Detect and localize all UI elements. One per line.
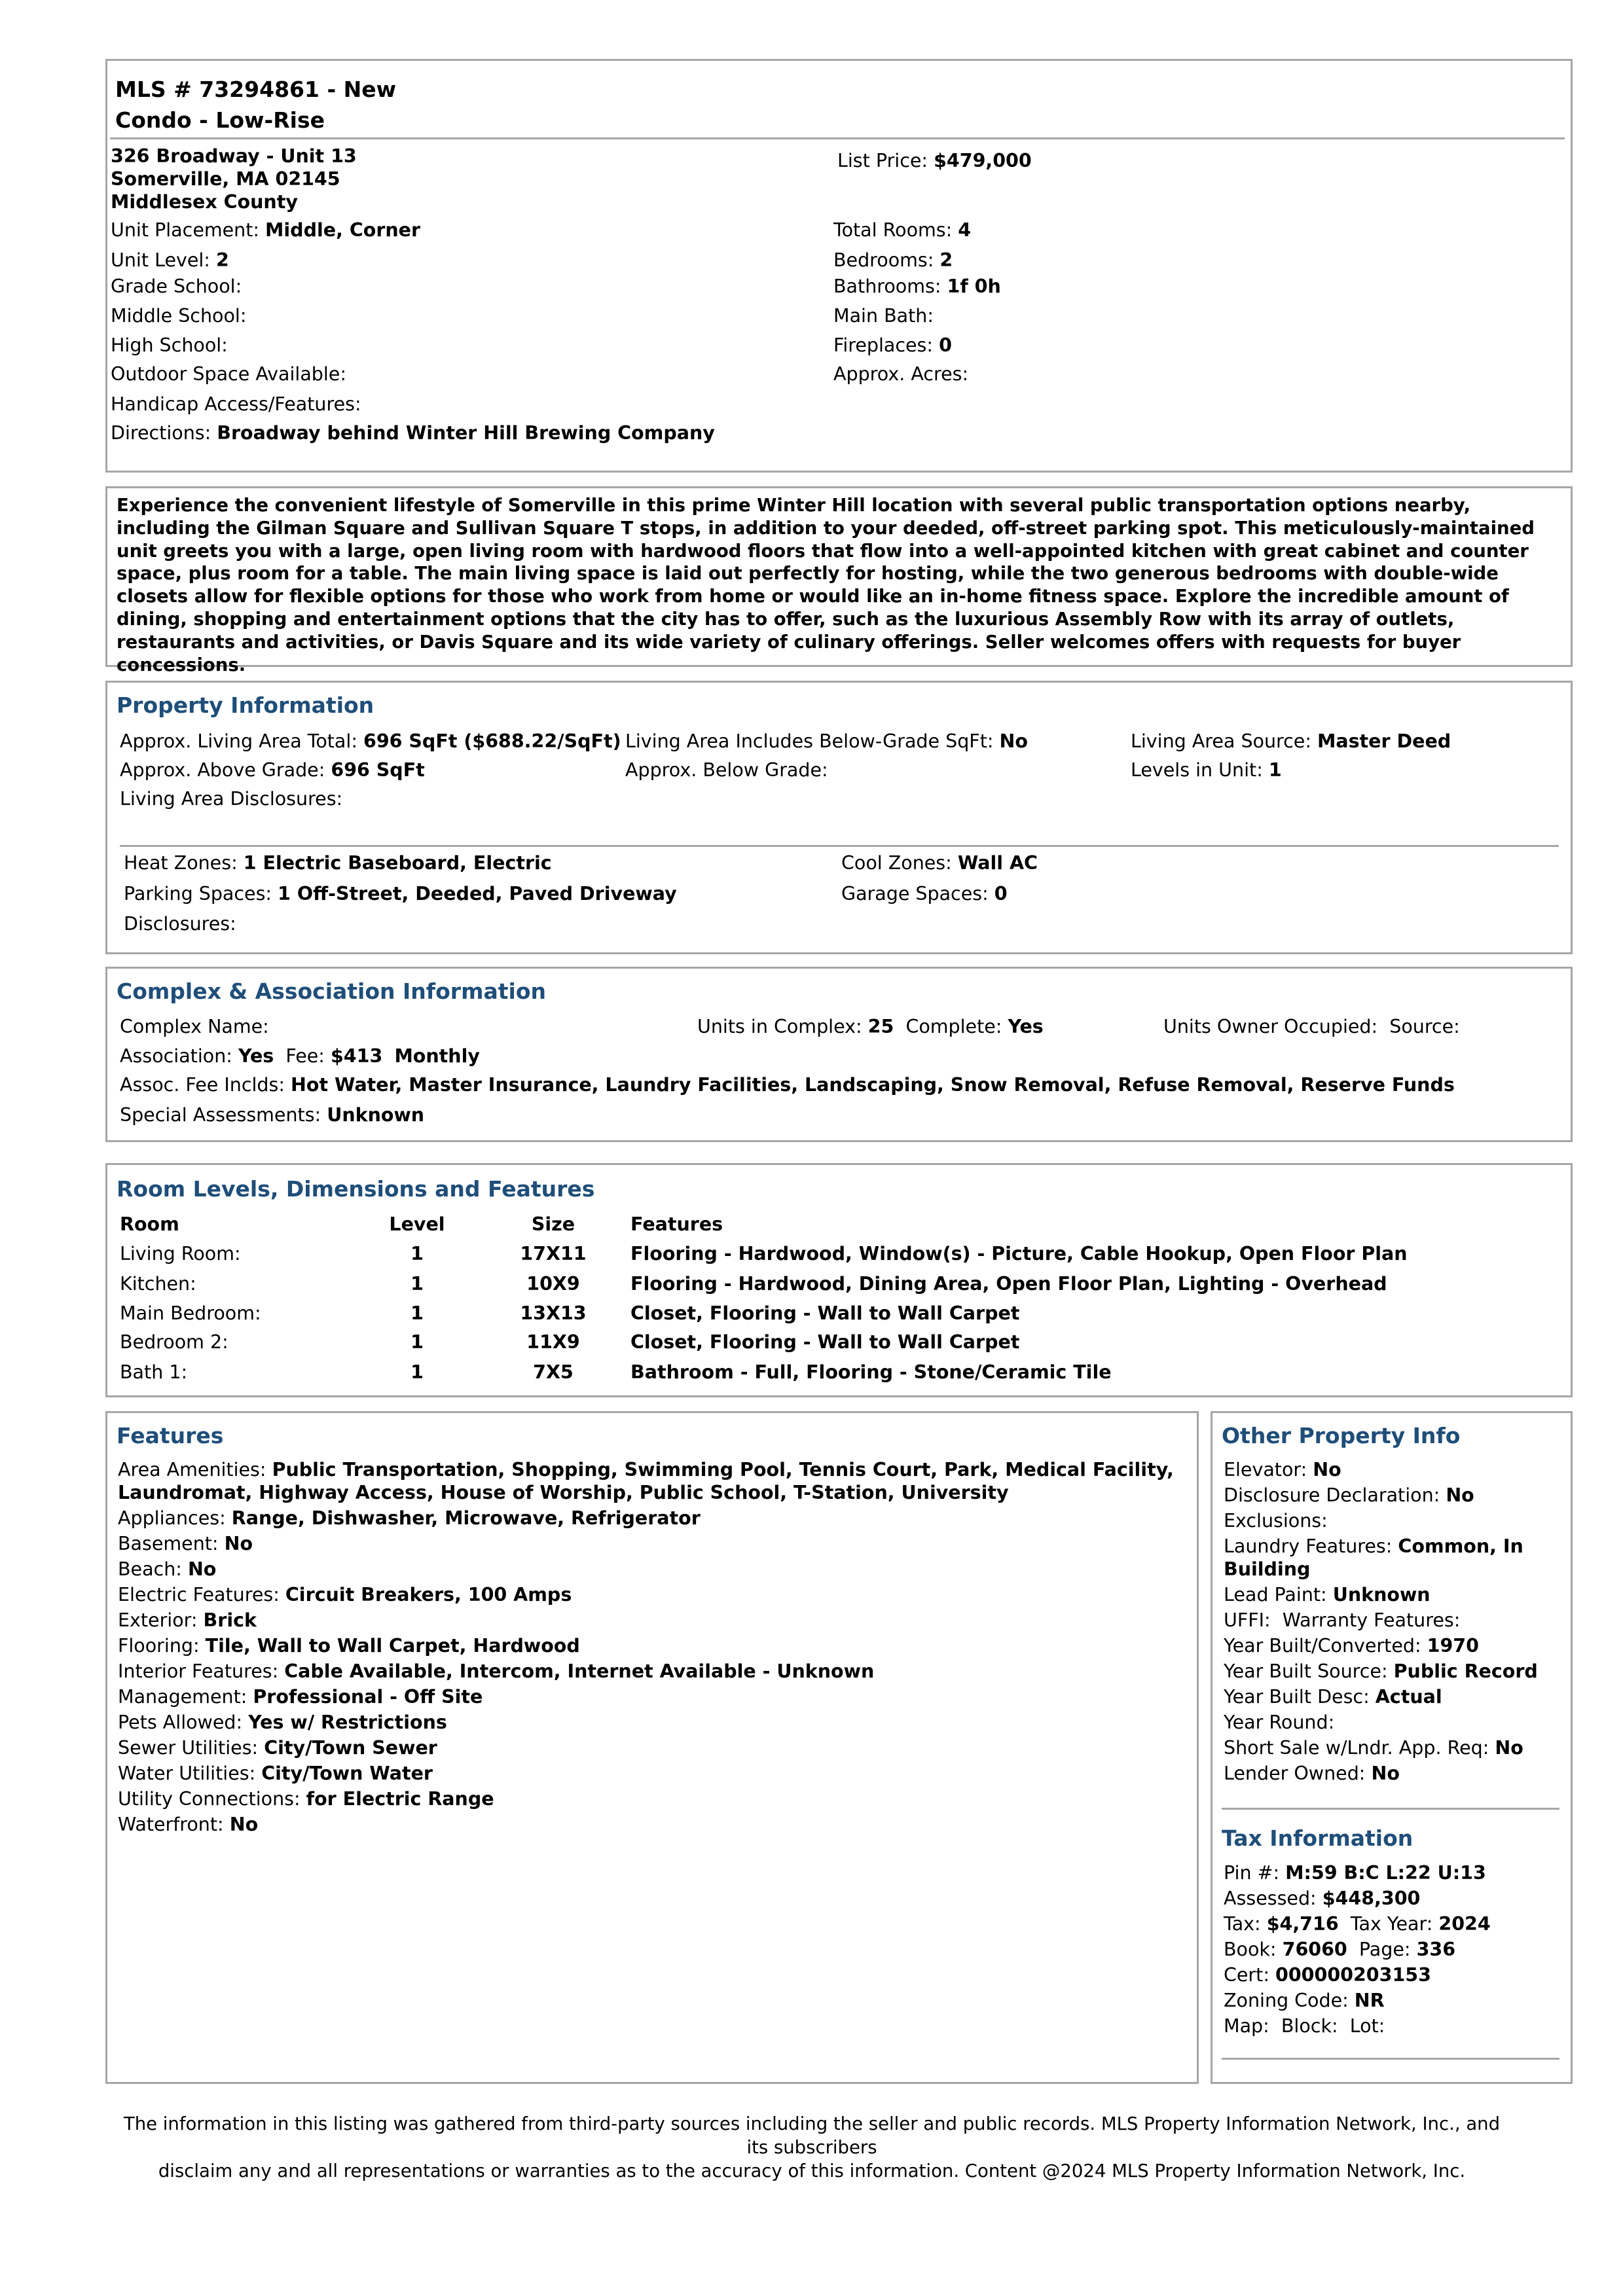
room-level: 1 (410, 1273, 424, 1295)
assoc-fee-includes: Assoc. Fee Inclds: Hot Water, Master Insurance, Laundry Facilities, Landscaping, Snow Removal, Refuse Removal, Reserve Funds (120, 1074, 1455, 1096)
list-price: List Price: $479,000 (837, 150, 1032, 171)
tax-info-divider (1222, 2058, 1559, 2060)
management: Management: Professional - Off Site (118, 1686, 483, 1708)
other-info-list (1224, 1457, 1538, 1786)
pin: Pin #: M:59 B:C L:22 U:13 (1224, 1862, 1486, 1884)
flooring: Flooring: Tile, Wall to Wall Carpet, Hardwood (118, 1635, 580, 1657)
appliances: Appliances: Range, Dishwasher, Microwave, Refrigerator (118, 1507, 701, 1529)
association-fee: Association: Yes Fee: $413 Monthly (120, 1045, 480, 1067)
room-name: Bath 1: (120, 1361, 188, 1383)
room-name: Main Bedroom: (120, 1302, 261, 1324)
address-line-1: 326 Broadway - Unit 13 (111, 145, 357, 167)
property-type: Condo - Low-Rise (115, 107, 325, 133)
living-area-total: Approx. Living Area Total: 696 SqFt ($688.22/SqFt) (120, 730, 621, 752)
room-features: Bathroom - Full, Flooring - Stone/Ceramic Tile (630, 1361, 1112, 1383)
complex-title: Complex & Association Information (117, 978, 546, 1004)
garage-spaces: Garage Spaces: 0 (841, 883, 1008, 905)
tax-info-title: Tax Information (1222, 1825, 1413, 1851)
left-details (111, 217, 715, 446)
area-amenities-cont: Laundromat, Highway Access, House of Worship, Public School, T-Station, University (118, 1482, 1009, 1503)
total-rooms: Total Rooms: 4 (833, 219, 972, 241)
handicap-access: Handicap Access/Features: (111, 393, 361, 415)
pets-allowed: Pets Allowed: Yes w/ Restrictions (118, 1712, 447, 1733)
lead-paint: Lead Paint: Unknown (1224, 1584, 1431, 1605)
rooms-header-room: Room (120, 1213, 179, 1235)
beach: Beach: No (118, 1558, 217, 1580)
address-line-2: Somerville, MA 02145 (111, 168, 340, 190)
parking-spaces: Parking Spaces: 1 Off-Street, Deeded, Paved Driveway (124, 883, 677, 905)
main-bath: Main Bath: (833, 305, 934, 327)
year-built-desc: Year Built Desc: Actual (1224, 1686, 1442, 1708)
rooms-header-features: Features (630, 1213, 723, 1235)
water-utilities: Water Utilities: City/Town Water (118, 1763, 433, 1784)
room-features: Flooring - Hardwood, Dining Area, Open Floor Plan, Lighting - Overhead (630, 1273, 1387, 1295)
middle-school: Middle School: (111, 305, 247, 327)
room-size: 7X5 (533, 1361, 574, 1383)
disclaimer (111, 2112, 1512, 2183)
mls-number: MLS # 73294861 - New (115, 77, 397, 102)
rooms-header-size: Size (531, 1213, 575, 1235)
rooms-title: Room Levels, Dimensions and Features (117, 1176, 595, 1202)
disclosure-declaration: Disclosure Declaration: No (1224, 1484, 1474, 1506)
room-name: Kitchen: (120, 1273, 196, 1295)
units-owner-occupied: Units Owner Occupied: Source: (1163, 1016, 1460, 1037)
heat-zones: Heat Zones: 1 Electric Baseboard, Electric (124, 852, 552, 874)
laundry-features: Laundry Features: Common, In (1224, 1535, 1523, 1557)
other-info-divider (1222, 1808, 1559, 1810)
rooms-header-level: Level (389, 1213, 445, 1235)
tax-amount: Tax: $4,716 Tax Year: 2024 (1224, 1913, 1491, 1935)
disclaimer-line-1: The information in this listing was gathered from third-party sources including the seller and public records. MLS Property Information Network, Inc., and its subscribers (123, 2113, 1501, 2158)
disclosures: Disclosures: (124, 913, 236, 935)
room-size: 11X9 (526, 1331, 580, 1353)
living-area-disclosures: Living Area Disclosures: (120, 788, 343, 810)
area-amenities: Area Amenities: Public Transportation, Shopping, Swimming Pool, Tennis Court, Park, Medical Facility, (118, 1459, 1174, 1480)
room-features: Closet, Flooring - Wall to Wall Carpet (630, 1331, 1020, 1353)
uffi-warranty: UFFI: Warranty Features: (1224, 1609, 1461, 1631)
room-level: 1 (410, 1243, 424, 1265)
room-level: 1 (410, 1302, 424, 1324)
property-info-divider (120, 845, 1559, 847)
directions: Directions: Broadway behind Winter Hill Brewing Company (111, 422, 715, 444)
exterior: Exterior: Brick (118, 1609, 257, 1631)
cert: Cert: 000000203153 (1224, 1964, 1431, 1986)
year-built-source: Year Built Source: Public Record (1224, 1660, 1538, 1682)
below-grade-included: Living Area Includes Below-Grade SqFt: No (625, 730, 1028, 752)
disclaimer-line-2: disclaim any and all representations or warranties as to the accuracy of this information. Content @2024 MLS Property Information Network, Inc. (158, 2161, 1466, 2181)
high-school: High School: (111, 334, 228, 356)
features-title: Features (117, 1423, 224, 1448)
property-info-box (105, 681, 1573, 954)
laundry-features-cont: Building (1224, 1558, 1311, 1580)
property-description: Experience the convenient lifestyle of Somerville in this prime Winter Hill location with several public transportation options nearby, including the Gilman Square and Sullivan Square T stops, in addition to your deeded, off-street parking spot. This meticulously-maintained unit greets you with a large, open living room with hardwood floors that flow into a well-appointed kitchen with great cabinet and counter space, plus room for a table. The main living space is laid out perfectly for hosting, while the two generous bedrooms with double-wide closets allow for flexible options for those who work from home or would like an in-home fitness space. Explore the incredible amount of dining, shopping and entertainment options that the city has to offer, such as the luxurious Assembly Row with its array of outlets, restaurants and activities, or Davis Square and its wide variety of culinary offerings. Seller welcomes offers with requests for buyer concessions. (117, 495, 1535, 675)
lender-owned: Lender Owned: No (1224, 1763, 1400, 1784)
year-built: Year Built/Converted: 1970 (1224, 1635, 1479, 1657)
bedrooms: Bedrooms: 2 (833, 249, 953, 271)
basement: Basement: No (118, 1533, 253, 1554)
room-level: 1 (410, 1331, 424, 1353)
tax-info-list (1224, 1860, 1491, 2039)
fireplaces: Fireplaces: 0 (833, 334, 952, 356)
features-list (118, 1457, 1174, 1837)
living-area-source: Living Area Source: Master Deed (1131, 730, 1451, 752)
above-grade: Approx. Above Grade: 696 SqFt (120, 759, 425, 781)
room-level: 1 (410, 1361, 424, 1383)
utility-connections: Utility Connections: for Electric Range (118, 1788, 494, 1810)
map-block-lot: Map: Block: Lot: (1224, 2015, 1385, 2037)
other-info-title: Other Property Info (1222, 1423, 1461, 1448)
room-name: Living Room: (120, 1243, 241, 1265)
short-sale: Short Sale w/Lndr. App. Req: No (1224, 1737, 1523, 1759)
unit-level: Unit Level: 2 (111, 249, 229, 271)
room-features: Flooring - Hardwood, Window(s) - Picture, Cable Hookup, Open Floor Plan (630, 1243, 1408, 1265)
sewer-utilities: Sewer Utilities: City/Town Sewer (118, 1737, 437, 1759)
year-round: Year Round: (1224, 1712, 1335, 1733)
cool-zones: Cool Zones: Wall AC (841, 852, 1038, 874)
assessed: Assessed: $448,300 (1224, 1888, 1421, 1909)
room-features: Closet, Flooring - Wall to Wall Carpet (630, 1302, 1020, 1324)
room-name: Bedroom 2: (120, 1331, 228, 1353)
room-size: 13X13 (520, 1302, 587, 1324)
room-size: 17X11 (520, 1243, 587, 1265)
waterfront: Waterfront: No (118, 1814, 259, 1835)
county: Middlesex County (111, 191, 298, 213)
elevator: Elevator: No (1224, 1459, 1341, 1480)
interior-features: Interior Features: Cable Available, Intercom, Internet Available - Unknown (118, 1660, 875, 1682)
header-divider (110, 137, 1565, 139)
below-grade: Approx. Below Grade: (625, 759, 828, 781)
levels-in-unit: Levels in Unit: 1 (1131, 759, 1282, 781)
electric-features: Electric Features: Circuit Breakers, 100 Amps (118, 1584, 572, 1605)
special-assessments: Special Assessments: Unknown (120, 1104, 425, 1126)
zoning-code: Zoning Code: NR (1224, 1990, 1385, 2011)
bathrooms: Bathrooms: 1f 0h (833, 276, 1001, 297)
complex-name: Complex Name: (120, 1016, 269, 1037)
exclusions: Exclusions: (1224, 1510, 1328, 1532)
grade-school: Grade School: (111, 276, 242, 297)
outdoor-space: Outdoor Space Available: (111, 363, 346, 385)
right-details (833, 217, 1001, 387)
room-size: 10X9 (526, 1273, 580, 1295)
approx-acres: Approx. Acres: (833, 363, 969, 385)
unit-placement: Unit Placement: Middle, Corner (111, 219, 421, 241)
units-in-complex: Units in Complex: 25 Complete: Yes (697, 1016, 1044, 1037)
property-info-title: Property Information (117, 692, 374, 718)
book-page: Book: 76060 Page: 336 (1224, 1939, 1456, 1960)
